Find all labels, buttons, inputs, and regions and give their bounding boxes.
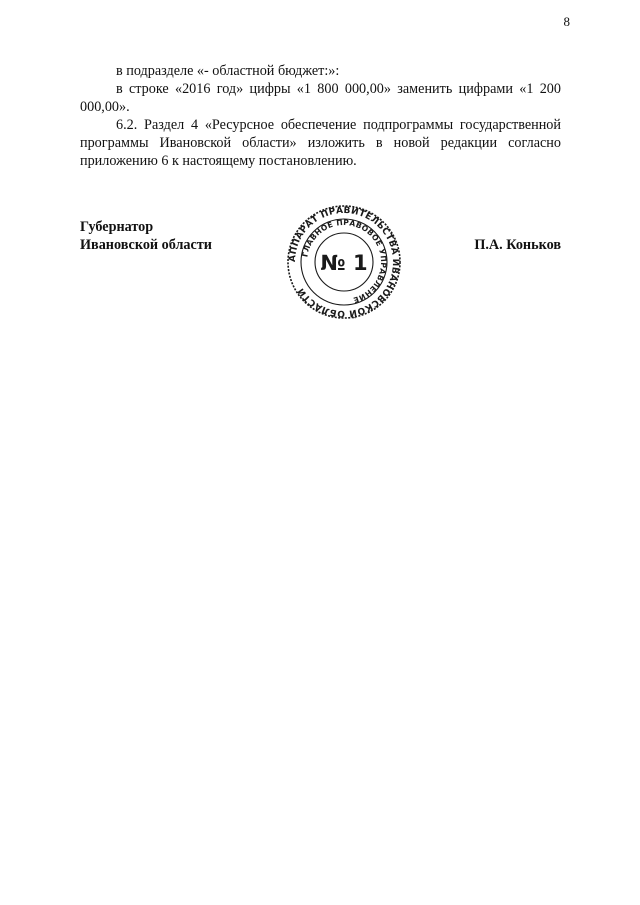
official-seal: [286, 204, 402, 320]
signatory-title-line1: Губернатор: [80, 219, 154, 235]
signature-block: [80, 205, 561, 319]
document-body: [80, 62, 561, 170]
signatory-title-line2: Ивановской области: [80, 237, 212, 253]
paragraph-section-4: 6.2. Раздел 4 «Ресурсное обеспечение подпрограммы государственной программы Ивановской области» изложить в новой редакции согласно приложению 6 к настоящему постановлению.: [80, 117, 561, 169]
page-number: 8: [563, 14, 570, 29]
seal-outer-text: АППАРАТ ПРАВИТЕЛЬСТВА ИВАНОВСКОЙ ОБЛАСТИ: [287, 205, 401, 319]
signatory-title: [80, 218, 212, 254]
seal-inner-text: ГЛАВНОЕ ПРАВОВОЕ УПРАВЛЕНИЕ: [300, 217, 389, 305]
paragraph-subsection: в подразделе «- областной бюджет:»:: [116, 63, 340, 79]
signatory-name: П.А. Коньков: [474, 237, 561, 253]
paragraph-row-replacement: в строке «2016 год» цифры «1 800 000,00» заменить цифрами «1 200 000,00».: [80, 81, 561, 115]
seal-number: № 1: [320, 251, 368, 275]
